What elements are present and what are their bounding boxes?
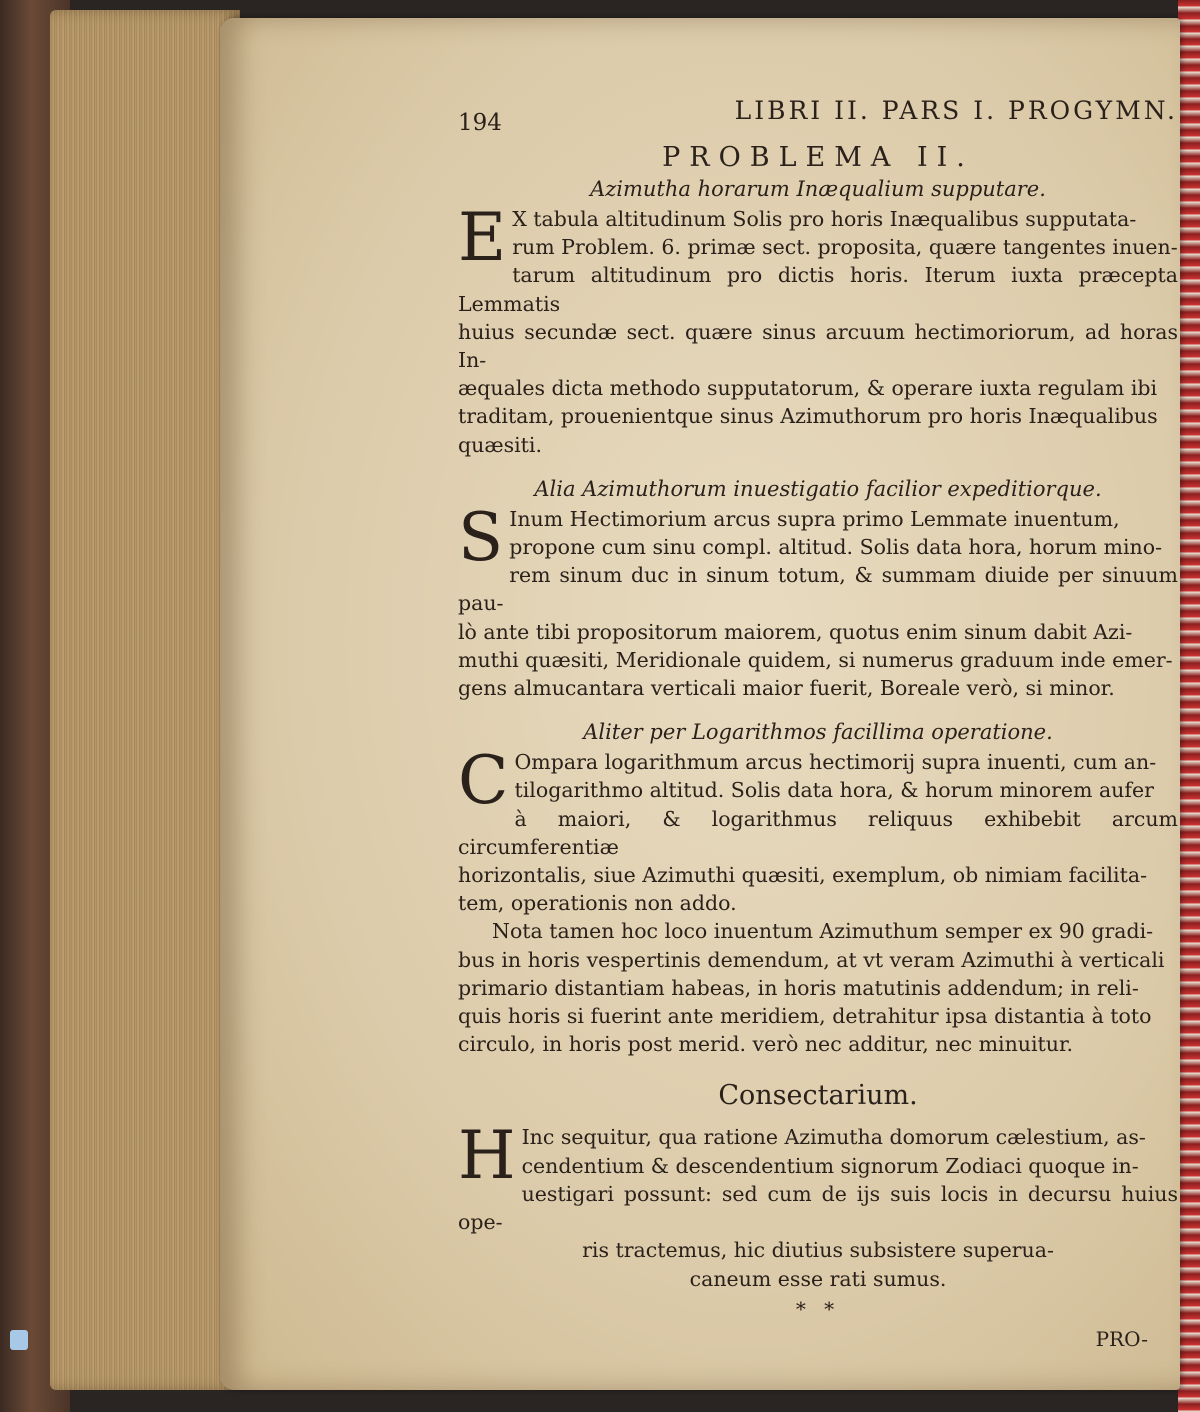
ornament: * *	[795, 1296, 841, 1321]
running-head-title: LIBRI II. PARS I. PROGYMN.	[734, 96, 1178, 125]
text-line: ris tractemus, hic diutius subsistere superua-	[582, 1238, 1054, 1263]
text-line: Inum Hectimorium arcus supra primo Lemmate inuentum,	[509, 506, 1120, 531]
bookmark-tab	[10, 1330, 28, 1350]
section-heading: Alia Azimuthorum inuestigatio facilior expeditiorque.	[534, 476, 1102, 501]
text-line: quis horis si fuerint ante meridiem, detrahitur ipsa distantia à toto	[458, 1004, 1152, 1029]
text-line: huius secundæ sect. quære sinus arcuum hectimoriorum, ad horas In-	[458, 319, 1178, 373]
text-line: rem sinum duc in sinum totum, & summam diuide per sinuum pau-	[458, 563, 1178, 616]
text-line: X tabula altitudinum Solis pro horis Inæqualibus supputata-	[512, 207, 1137, 231]
text-line: Nota tamen hoc loco inuentum Azimuthum semper ex 90 gradi-	[492, 919, 1154, 944]
drop-cap: S	[458, 498, 504, 576]
section-paragraph	[458, 742, 1178, 917]
text-line: bus in horis vespertinis demendum, at vt veram Azimuthi à verticali	[458, 947, 1165, 972]
text-line: traditam, prouenientque sinus Azimuthorum pro horis Inæqualibus	[458, 404, 1158, 429]
consectarium-title: Consectarium.	[718, 1080, 918, 1112]
running-head	[458, 96, 1178, 136]
page-text	[458, 96, 1178, 1351]
text-line: tilogarithmo altitud. Solis data hora, & horum minorem aufer	[514, 778, 1154, 803]
drop-cap: E	[458, 199, 507, 276]
text-line: circulo, in horis post merid. verò nec additur, nec minuitur.	[458, 1032, 1074, 1057]
note-paragraph	[458, 917, 1178, 1058]
page-edges	[50, 10, 240, 1390]
text-line: primario distantiam habeas, in horis matutinis addendum; in reli-	[458, 975, 1139, 1000]
text-line: tem, operationis non addo.	[458, 891, 737, 916]
consectarium-paragraph	[458, 1117, 1178, 1236]
consectarium-ending	[458, 1236, 1178, 1292]
section-paragraph	[458, 498, 1178, 702]
text-line: muthi quæsiti, Meridionale quidem, si numerus graduum inde emer-	[458, 647, 1173, 672]
section-paragraph	[458, 199, 1178, 459]
text-line: gens almucantara verticali maior fuerit, Boreale verò, si minor.	[458, 676, 1115, 701]
text-line: tarum altitudinum pro dictis horis. Iterum iuxta præcepta Lemmatis	[458, 263, 1178, 316]
drop-cap: H	[458, 1117, 516, 1195]
text-line: à maiori, & logarithmus reliquus exhibebit arcum circumferentiæ	[458, 806, 1178, 859]
text-line: æquales dicta methodo supputatorum, & operare iuxta regulam ibi	[458, 376, 1158, 401]
text-line: uestigari possunt: sed cum de ijs suis locis in decursu huius ope-	[458, 1181, 1178, 1235]
section-heading: Aliter per Logarithmos facillima operatione.	[583, 720, 1053, 745]
text-line: Inc sequitur, qua ratione Azimutha domorum cælestium, as-	[521, 1125, 1146, 1150]
text-line: lò ante tibi propositorum maiorem, quotus enim sinum dabit Azi-	[458, 619, 1133, 644]
facing-page-edge	[1178, 0, 1200, 1412]
section-heading: Azimutha horarum Inæqualium supputare.	[590, 177, 1046, 201]
text-line: caneum esse rati sumus.	[689, 1266, 947, 1291]
catchword: PRO-	[1095, 1326, 1148, 1351]
text-line: rum Problem. 6. primæ sect. proposita, quære tangentes inuen-	[512, 235, 1178, 260]
text-line: Ompara logarithmum arcus hectimorij supra inuenti, cum an-	[514, 750, 1157, 775]
text-line: propone cum sinu compl. altitud. Solis data hora, horum mino-	[509, 535, 1163, 560]
drop-cap: C	[458, 742, 509, 820]
problem-title: PROBLEMA II.	[662, 142, 974, 173]
page-number: 194	[458, 110, 502, 136]
text-line: cendentium & descendentium signorum Zodiaci quoque in-	[521, 1153, 1139, 1178]
book-page	[220, 18, 1180, 1390]
text-line: horizontalis, siue Azimuthi quæsiti, exemplum, ob nimiam facilita-	[458, 863, 1147, 888]
text-line: quæsiti.	[458, 432, 542, 457]
